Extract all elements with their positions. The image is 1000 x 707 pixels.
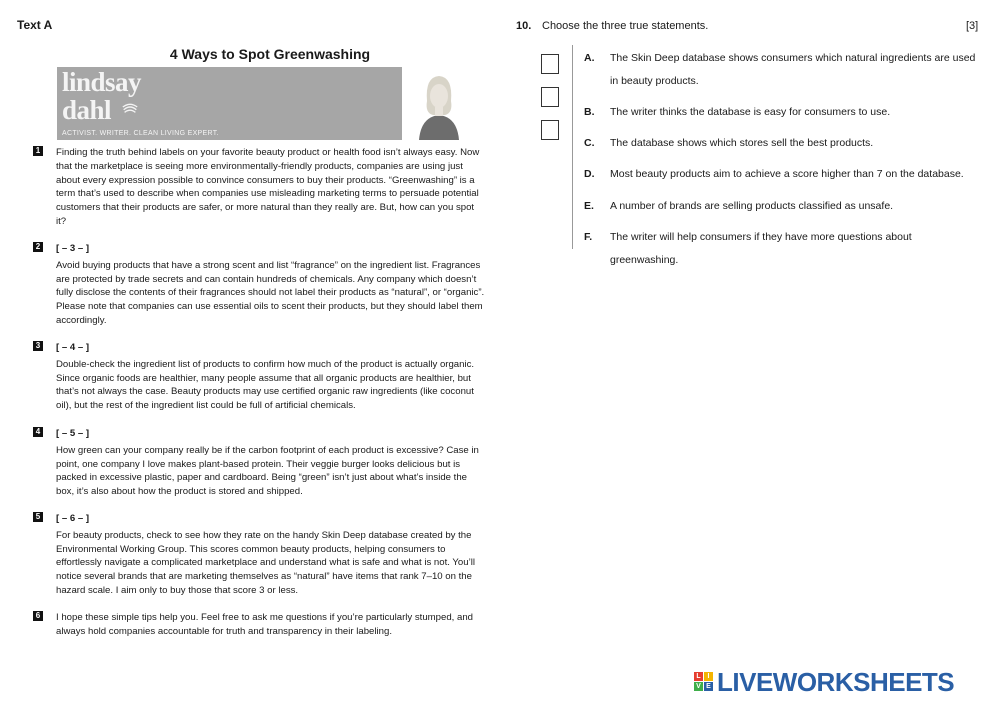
option-c-letter: C. xyxy=(584,137,595,149)
paragraph-2 xyxy=(33,242,485,328)
gap-heading: [ – 3 – ] xyxy=(56,243,90,254)
option-f-text: The writer will help consumers if they have more questions about greenwashing. xyxy=(610,231,912,266)
lotus-icon xyxy=(121,98,139,116)
option-c-text: The database shows which stores sell the best products. xyxy=(610,137,874,149)
paragraph-4 xyxy=(33,427,485,499)
option-d-text: Most beauty products aim to achieve a score higher than 7 on the database. xyxy=(610,168,964,180)
paragraph-5 xyxy=(33,512,485,598)
gap-heading: [ – 5 – ] xyxy=(56,428,90,439)
paragraph-6 xyxy=(33,611,485,639)
logo-text: LIVEWORKSHEETS xyxy=(717,667,955,697)
paragraph-number: 5 xyxy=(33,512,43,522)
question-marks: [3] xyxy=(966,20,979,32)
option-b-letter: B. xyxy=(584,106,595,118)
banner-tagline: ACTIVIST. WRITER. CLEAN LIVING EXPERT. xyxy=(62,130,219,137)
gap-heading: [ – 4 – ] xyxy=(56,342,90,353)
paragraph-text: Finding the truth behind labels on your favorite beauty product or health food isn’t always easy. Now that the marketplace is seeing more environmentally-friendly products, companies are using just about every expression possible to convince consumers to buy their products. “Greenwashing” is a term that’s used to describe when companies use misleading marketing terms to persuade potential customers that their products are safer, or more natural than they really are. But, how can you spot it? xyxy=(56,147,480,227)
answer-box-3[interactable] xyxy=(541,120,559,140)
option-d-letter: D. xyxy=(584,168,595,180)
divider-line xyxy=(572,45,573,249)
logo-blocks-icon: L I V E xyxy=(694,672,714,692)
paragraph-number: 6 xyxy=(33,611,43,621)
paragraph-1 xyxy=(33,146,485,229)
paragraph-number: 3 xyxy=(33,341,43,351)
paragraph-number: 2 xyxy=(33,242,43,252)
gap-heading: [ – 6 – ] xyxy=(56,513,90,524)
paragraph-text: For beauty products, check to see how they rate on the handy Skin Deep database created by the Environmental Working Group. This scores common beauty products, helping consumers to effortlessly navigate a complicated marketplace and understand what is safe and what is not. You’ll notice several brands that are marketing themselves as “natural” have items that rank 7–10 on the hazard scale. I aim only to buy those that score 3 or less. xyxy=(56,529,475,596)
answer-box-1[interactable] xyxy=(541,54,559,74)
paragraph-text: Avoid buying products that have a strong scent and list “fragrance” on the ingredient list. Fragrances are protected by trade secrets and can contain hundreds of chemicals. Any company which doesn’t fully disclose the contents of their fragrances should not label their products as “natural”, or “organic”. Please note that companies can use essential oils to scent their products, but they should label them accordingly. xyxy=(56,259,485,326)
option-f-letter: F. xyxy=(584,231,593,243)
paragraph-3 xyxy=(33,341,485,413)
paragraph-text: How green can your company really be if the carbon footprint of each product is excessive? Case in point, one company I love makes plant-based protein. Their veggie burger looks delicious but is packed in excessive plastic, paper and cardboard. Being “green” isn’t just about what’s inside the box, it’s also about how the product is stored and shipped. xyxy=(56,444,479,498)
author-banner xyxy=(57,67,402,140)
question-number: 10. xyxy=(516,20,532,32)
option-e-letter: E. xyxy=(584,200,594,212)
option-b-text: The writer thinks the database is easy for consumers to use. xyxy=(610,106,891,118)
author-portrait xyxy=(405,67,473,140)
paragraph-number: 1 xyxy=(33,146,43,156)
option-e-text: A number of brands are selling products classified as unsafe. xyxy=(610,200,894,212)
paragraph-text: Double-check the ingredient list of products to confirm how much of the product is actually organic. Since organic foods are healthier, many people assume that all organic products are healthier, but that’s not always the case. Beauty products may use certified organic raw ingredients (like coconut oil), but the rest of the ingredient list could be full of artificial chemicals. xyxy=(56,358,475,412)
question-prompt: Choose the three true statements. xyxy=(542,20,709,32)
option-a-letter: A. xyxy=(584,52,595,64)
paragraph-text: I hope these simple tips help you. Feel free to ask me questions if you’re particularly stumped, and always hold companies accountable for truth and transparency in their labeling. xyxy=(56,612,474,637)
answer-box-2[interactable] xyxy=(541,87,559,107)
paragraph-number: 4 xyxy=(33,427,43,437)
banner-name: lindsay dahl xyxy=(62,67,142,125)
option-a-text: The Skin Deep database shows consumers which natural ingredients are used in beauty products. xyxy=(610,52,976,87)
text-label: Text A xyxy=(17,18,53,32)
article-title: 4 Ways to Spot Greenwashing xyxy=(169,46,371,62)
